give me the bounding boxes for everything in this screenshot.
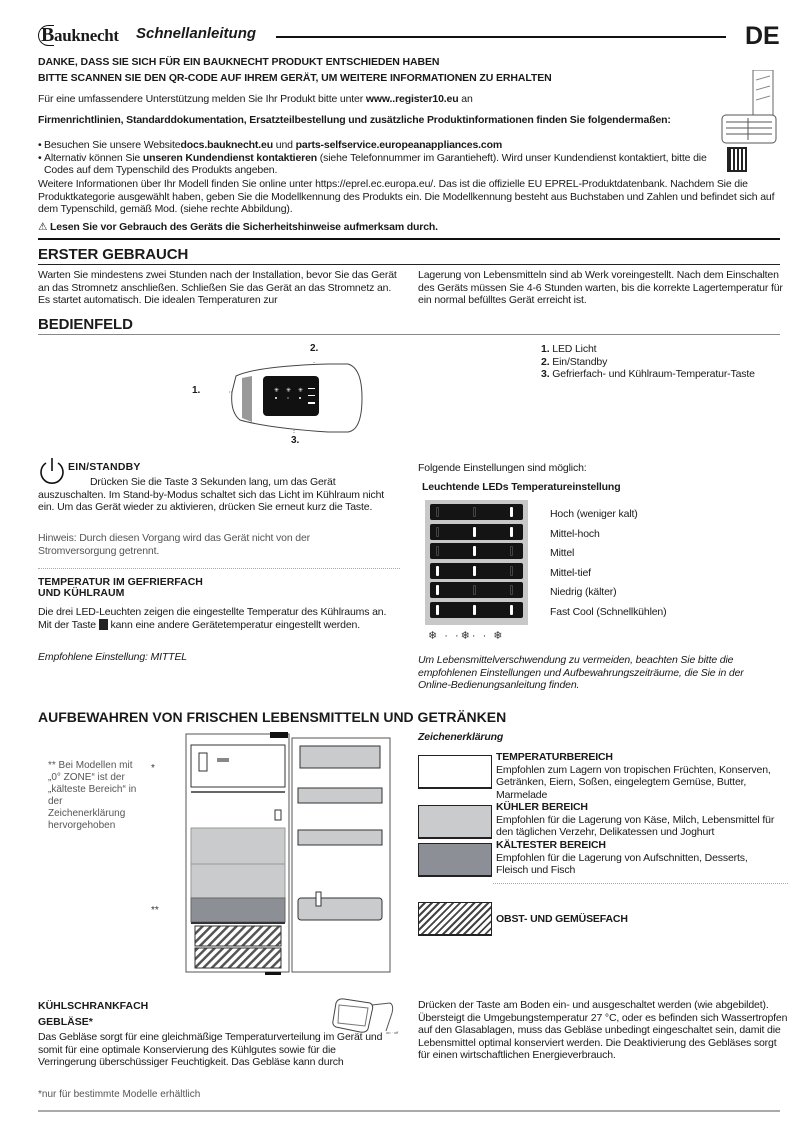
- led-on-icon: [473, 605, 476, 615]
- storage-legend: [418, 751, 783, 936]
- parts-link[interactable]: parts-selfservice.europeanappliances.com: [295, 139, 503, 151]
- language-code: DE: [745, 22, 780, 50]
- legend-item-cooler-zone: [418, 801, 783, 839]
- settings-table-header: Leuchtende LEDs Temperatureinstellung: [422, 481, 621, 493]
- register-pre: Für eine umfassendere Unterstützung melden Sie Ihr Produkt bitte unter: [38, 93, 366, 105]
- asterisk-freezer: *: [151, 763, 155, 774]
- bauknecht-logo: [38, 25, 119, 46]
- led-on-icon: [510, 527, 513, 537]
- first-use-title: ERSTER GEBRAUCH: [38, 246, 189, 263]
- legend-item-title: KÄLTESTER BEREICH: [496, 839, 606, 851]
- bullet2-pre: Alternativ können Sie: [44, 151, 143, 164]
- led-row: [430, 504, 523, 520]
- legend-item-text: Empfohlen für die Lagerung von Käse, Milch, Lebensmittel für den täglichen Verzehr, Delikatessen und Joghurt: [496, 813, 775, 838]
- temperature-title-line2: UND KÜHLRAUM: [38, 587, 125, 599]
- warning-text: Lesen Sie vor Gebrauch des Geräts die Sicherheitshinweise aufmerksam durch.: [50, 221, 438, 233]
- item-label: Gefrierfach- und Kühlraum-Temperatur-Taste: [552, 368, 755, 380]
- item-label: LED Licht: [552, 343, 597, 355]
- led-row: [430, 543, 523, 559]
- callout-3: 3.: [291, 435, 300, 446]
- safety-warning: [38, 221, 438, 234]
- temperature-title: [38, 577, 203, 599]
- footer-rule: [38, 1110, 780, 1112]
- document-title: Schnellanleitung: [136, 25, 257, 42]
- standby-note: Hinweis: Durch diesen Vorgang wird das Gerät nicht von der Stromversorgung getrennt.: [38, 532, 311, 557]
- legend-item-led-light: [541, 343, 771, 356]
- legend-item-title: TEMPERATURBEREICH: [496, 751, 613, 763]
- control-panel-legend: [541, 343, 771, 381]
- legend-item-coldest-zone: [418, 839, 783, 877]
- warning-icon: ⚠: [38, 221, 48, 233]
- bullet2-post: (siehe Telefonnummer im Garantieheft). Wird unser Kundendienst kontaktiert, bitte die Codes auf dem Typenschild des Produkts angeben.: [44, 151, 707, 176]
- temperature-text-post: kann eine andere Gerätetemperatur eingestellt werden.: [107, 618, 360, 631]
- led-on-icon: [436, 605, 439, 615]
- snowflake-icons: ❄ · ·❄· · ❄: [428, 630, 505, 642]
- led-off-icon: [436, 507, 439, 517]
- standby-text: Drücken Sie die Taste 3 Sekunden lang, um das Gerät auszuschalten. Im Stand-by-Modus schaltet sich das Licht im Kühlraum nicht ein. Um das Gerät wieder zu aktivieren, drücken Sie erneut kurz die Taste.: [38, 476, 385, 513]
- fan-illustration: [330, 995, 400, 1035]
- item-number: 3.: [541, 368, 550, 380]
- temperature-title-line1: TEMPERATUR IM GEFRIERFACH: [38, 576, 203, 588]
- temperature-text: [38, 606, 388, 631]
- setting-label: Mittel: [550, 547, 575, 559]
- dotted-divider: [38, 568, 400, 569]
- led-off-icon: [510, 585, 513, 595]
- temp-button-icon: [99, 619, 108, 630]
- led-on-icon: [436, 566, 439, 576]
- setting-label: Fast Cool (Schnellkühlen): [550, 605, 667, 618]
- svg-text:✳: ✳: [274, 388, 280, 394]
- legend-item-text: Empfohlen zum Lagern von tropischen Früchten, Konserven, Getränken, Eiern, Soßen, eingelegtem Gemüse, Butter, Marmelade: [496, 763, 771, 801]
- legend-text: [496, 839, 781, 877]
- setting-label: Mittel-hoch: [550, 527, 600, 540]
- docs-link[interactable]: docs.bauknecht.eu: [180, 139, 273, 151]
- fan-title-line2: GEBLÄSE*: [38, 1016, 93, 1028]
- register-post: an: [458, 93, 473, 105]
- led-row: [430, 582, 523, 598]
- item-label: Ein/Standby: [552, 355, 608, 368]
- led-off-icon: [436, 527, 439, 537]
- fan-text-right: Drücken der Taste am Boden ein- und ausgeschaltet werden (wie abgebildet). Übersteigt die Umgebungstemperatur 27 °C, oder es befinden sich Wassertropfen auf den Glasablagen, muss das Gebläse unbedingt eingeschaltet sein, damit die Lebensmittel optimal konserviert werden. Die Deaktivierung des Gebläses sorgt für einen wirtschaftlichen Energieverbrauch.: [418, 999, 788, 1061]
- legend-item-temp-button: [541, 368, 766, 381]
- legend-divider: [493, 883, 788, 884]
- standby-title: EIN/STANDBY: [68, 461, 141, 473]
- legend-swatch-white: [418, 755, 492, 789]
- thanks-heading: DANKE, DASS SIE SICH FÜR EIN BAUKNECHT PRODUKT ENTSCHIEDEN HABEN: [38, 56, 440, 68]
- setting-label: Mittel-tief: [550, 566, 591, 579]
- led-row: [430, 563, 523, 579]
- legend-item-temperature-zone: [418, 751, 783, 801]
- led-off-icon: [510, 566, 513, 576]
- bullet-service: [0, 152, 720, 177]
- settings-intro: Folgende Einstellungen sind möglich:: [418, 462, 587, 474]
- led-on-icon: [473, 546, 476, 556]
- callout-1: 1.: [192, 385, 201, 396]
- register-text: [38, 93, 473, 106]
- legend-item-text: Empfohlen für die Lagerung von Aufschnitten, Desserts, Fleisch und Fisch: [496, 851, 748, 876]
- led-off-icon: [436, 546, 439, 556]
- legend-item-title: KÜHLER BEREICH: [496, 801, 588, 813]
- register-link[interactable]: www..register10.eu: [365, 93, 459, 105]
- led-on-icon: [510, 507, 513, 517]
- svg-text:✳: ✳: [286, 388, 292, 394]
- food-waste-note: Um Lebensmittelverschwendung zu vermeiden, beachten Sie bitte die empfohlenen Einstellungen und Aufbewahrungszeiträume, die Sie in der Online-Bedienungsanleitung finden.: [418, 654, 744, 691]
- storage-title: AUFBEWAHREN VON FRISCHEN LEBENSMITTELN UND GETRÄNKEN: [38, 709, 507, 725]
- qr-code-icon: [727, 147, 747, 172]
- first-use-col2: Lagerung von Lebensmitteln sind ab Werk voreingestellt. Nach dem Einschalten des Geräts müssen Sie 4-6 Stunden warten, bis die korrekte Lagertemperatur für ein normal befülltes Gerät erreicht ist.: [418, 269, 783, 306]
- recommended-setting: Empfohlene Einstellung: MITTEL: [38, 651, 187, 663]
- legend-swatch-dark-gray: [418, 843, 492, 877]
- legend-text: [496, 801, 781, 839]
- fan-title: [38, 998, 148, 1030]
- docs-heading: Firmenrichtlinien, Standarddokumentation, Ersatzteilbestellung und zusätzliche Produktinformationen finden Sie folgendermaßen:: [38, 114, 671, 126]
- header-rule: [276, 36, 726, 38]
- legend-item-crisper: [418, 902, 783, 936]
- legend-item-title: OBST- UND GEMÜSEFACH: [496, 912, 628, 925]
- led-off-icon: [473, 507, 476, 517]
- eprel-text: Weitere Informationen über Ihr Modell finden Sie online unter https://eprel.ec.europa.eu/. Das ist die offizielle EU EPREL-Produktdatenbank. Nachdem Sie die Produktkategorie ausgewählt haben, geben Sie die Modellkennung des Produkts ein. Die Modellkennung besteht aus Buchstaben und Zahlen und befindet sich auf dem Typenschild, gemäß Mod. (siehe rechte Abbildung).: [38, 178, 775, 215]
- control-panel-rule: [38, 334, 780, 335]
- led-row: [430, 524, 523, 540]
- fan-title-line1: KÜHLSCHRANKFACH: [38, 1000, 149, 1012]
- led-on-icon: [473, 527, 476, 537]
- docs-bullets: [0, 139, 720, 177]
- svg-text:✳: ✳: [298, 388, 304, 394]
- setting-label: Niedrig (kälter): [550, 586, 617, 598]
- control-panel-illustration: [228, 362, 363, 434]
- item-number: 1.: [541, 343, 550, 355]
- led-on-icon: [436, 585, 439, 595]
- svg-text:on · off: on · off: [386, 1030, 399, 1035]
- legend-swatch-hatched: [418, 902, 492, 936]
- led-row: [430, 602, 523, 618]
- first-use-col1: Warten Sie mindestens zwei Stunden nach der Installation, bevor Sie das Gerät an das Stromnetz anschließen. Schließen Sie das Gerät an das Stromnetz an. Es startet automatisch. Die idealen Temperaturen zur: [38, 269, 397, 306]
- logo-text: auknecht: [54, 26, 119, 45]
- logo-initial: B: [38, 25, 54, 46]
- setting-label: Hoch (weniger kalt): [550, 508, 638, 520]
- led-on-icon: [473, 566, 476, 576]
- section-rule: [38, 238, 780, 240]
- temperature-text-pre: Die drei LED-Leuchten zeigen die eingestellte Temperatur des Kühlraums an. Mit der Taste: [38, 606, 387, 631]
- led-off-icon: [473, 585, 476, 595]
- fan-text-left: Das Gebläse sorgt für eine gleichmäßige Temperaturverteilung im Gerät und somit für eine optimale Konservierung des Kühlgutes sowie für die Verringerung überschüssiger Feuchtigkeit. Das Gebläse kann durch: [38, 1031, 383, 1068]
- fridge-interior-illustration: [185, 730, 391, 975]
- led-indicator-table: [425, 500, 528, 625]
- legend-title: Zeichenerklärung: [418, 731, 504, 743]
- led-on-icon: [510, 605, 513, 615]
- item-number: 2.: [541, 355, 550, 368]
- scan-qr-heading: BITTE SCANNEN SIE DEN QR-CODE AUF IHREM GERÄT, UM WEITERE INFORMATIONEN ZU ERHALTEN: [38, 72, 552, 84]
- control-panel-title: BEDIENFELD: [38, 316, 133, 333]
- zero-zone-note: ** Bei Modellen mit „0° ZONE“ ist der „kälteste Bereich“ in der Zeichenerklärung hervorgehoben: [48, 760, 137, 831]
- bullet1-pre: Besuchen Sie unsere Website: [44, 139, 181, 151]
- bullet-website: [0, 139, 720, 152]
- bullet1-mid: und: [273, 139, 296, 151]
- asterisk-coldest: **: [151, 905, 159, 916]
- first-use-rule: [38, 264, 780, 265]
- led-off-icon: [510, 546, 513, 556]
- contact-service-text: unseren Kundendienst kontaktieren: [142, 151, 318, 164]
- legend-text: [496, 751, 781, 801]
- legend-swatch-light-gray: [418, 805, 492, 839]
- legend-item-standby: [541, 356, 771, 369]
- callout-2: 2.: [310, 343, 319, 354]
- fan-footnote: *nur für bestimmte Modelle erhältlich: [38, 1089, 201, 1100]
- settings-labels: [550, 505, 666, 622]
